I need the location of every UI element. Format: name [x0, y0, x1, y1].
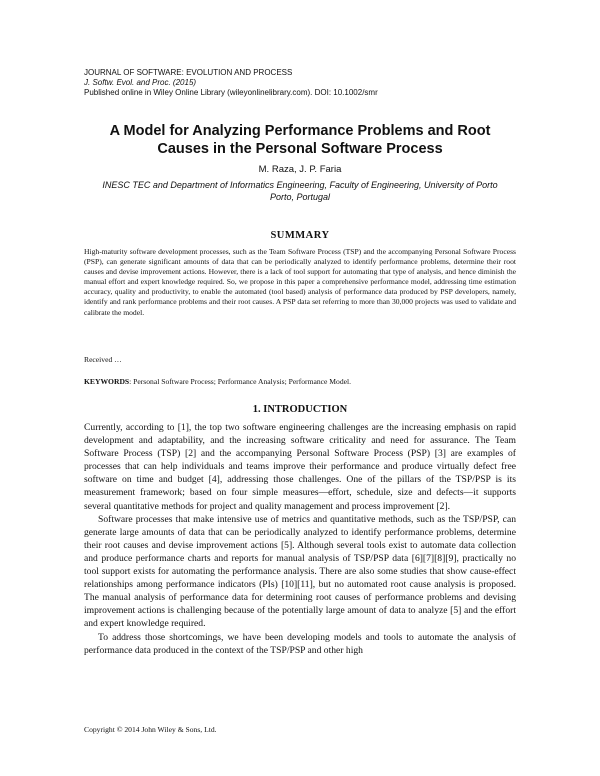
- keywords-list: : Personal Software Process; Performance Analysis; Performance Model.: [129, 377, 352, 386]
- summary-heading: SUMMARY: [270, 230, 330, 241]
- copyright-footer: Copyright © 2014 John Wiley & Sons, Ltd.: [84, 725, 217, 734]
- introduction-body: [84, 421, 516, 657]
- received-date: Received …: [84, 355, 122, 364]
- paper-title: [84, 122, 516, 158]
- journal-header: [84, 68, 378, 98]
- keywords-label: KEYWORDS: [84, 377, 130, 386]
- summary-text: High-maturity software development processes, such as the Team Software Process (TSP) and the accompanying Personal Software Process (PSP), can generate significant amounts of data that can be periodically analyzed to identify performance problems, determine their root causes and devise improvement actions. However, there is a lack of tool support for automating that type of analysis, and hence diminish the manual effort and expert knowledge required. So, we propose in this paper a comprehensive performance model, addressing time estimation accuracy, quality and productivity, to enable the automated (tool based) analysis of performance data produced by PSP developers, namely, identify and rank performance problems and their root causes. A PSP data set referring to more than 30,000 projects was used to validate and calibrate the model.: [84, 247, 516, 317]
- paragraph: Currently, according to [1], the top two software engineering challenges are the increasing emphasis on rapid development and adaptability, and the increasing software criticality and need for assurance. The Team Software Process (TSP) [2] and the accompanying Personal Software Process (PSP) [3] are examples of processes that can help individuals and teams improve their performance and produce virtually defect free software on time and budget [4], addressing those challenges. One of the pillars of the TSP/PSP is its measurement framework; based on four simple measures—effort, schedule, size and defects—it supports several quantitative methods for project and quality management and process improvement [2].: [84, 422, 516, 512]
- paragraph: To address those shortcomings, we have been developing models and tools to automate the analysis of performance data produced in the context of the TSP/PSP and other high: [84, 631, 516, 656]
- affiliation: [100, 179, 500, 203]
- paragraph: Software processes that make intensive use of metrics and quantitative methods, such as the TSP/PSP, can generate large amounts of data that can be periodically analyzed to identify performance problems, determine their root causes and devise improvement actions [5]. Although several tools exist to automate data collection and produce performance charts and reports for manual analysis of TSP/PSP data [6][7][8][9], practically no tool support exists for automating the performance analysis. There are also some studies that show cause-effect relationships among performance indicators (PIs) [10][11], but no automated root cause analysis is proposed. The manual analysis of performance data for determining root causes of performance problems and devising improvement actions is challenging because of the potentially large amount of data to analyze [5] and the effort and expert knowledge required.: [84, 513, 516, 630]
- authors: M. Raza, J. P. Faria: [258, 164, 342, 175]
- publication-info: Published online in Wiley Online Library (wileyonlinelibrary.com). DOI: 10.1002/smr: [84, 88, 378, 97]
- title-line-2: Causes in the Personal Software Process: [157, 141, 443, 157]
- section-heading-introduction: 1. INTRODUCTION: [252, 404, 348, 415]
- title-line-1: A Model for Analyzing Performance Problems and Root: [109, 123, 491, 139]
- journal-name: JOURNAL OF SOFTWARE: EVOLUTION AND PROCESS: [84, 68, 293, 77]
- affiliation-line-1: INESC TEC and Department of Informatics Engineering, Faculty of Engineering, University of Porto: [102, 180, 498, 190]
- affiliation-line-2: Porto, Portugal: [269, 192, 331, 202]
- keywords: [84, 377, 516, 386]
- journal-citation: J. Softw. Evol. and Proc. (2015): [84, 78, 197, 87]
